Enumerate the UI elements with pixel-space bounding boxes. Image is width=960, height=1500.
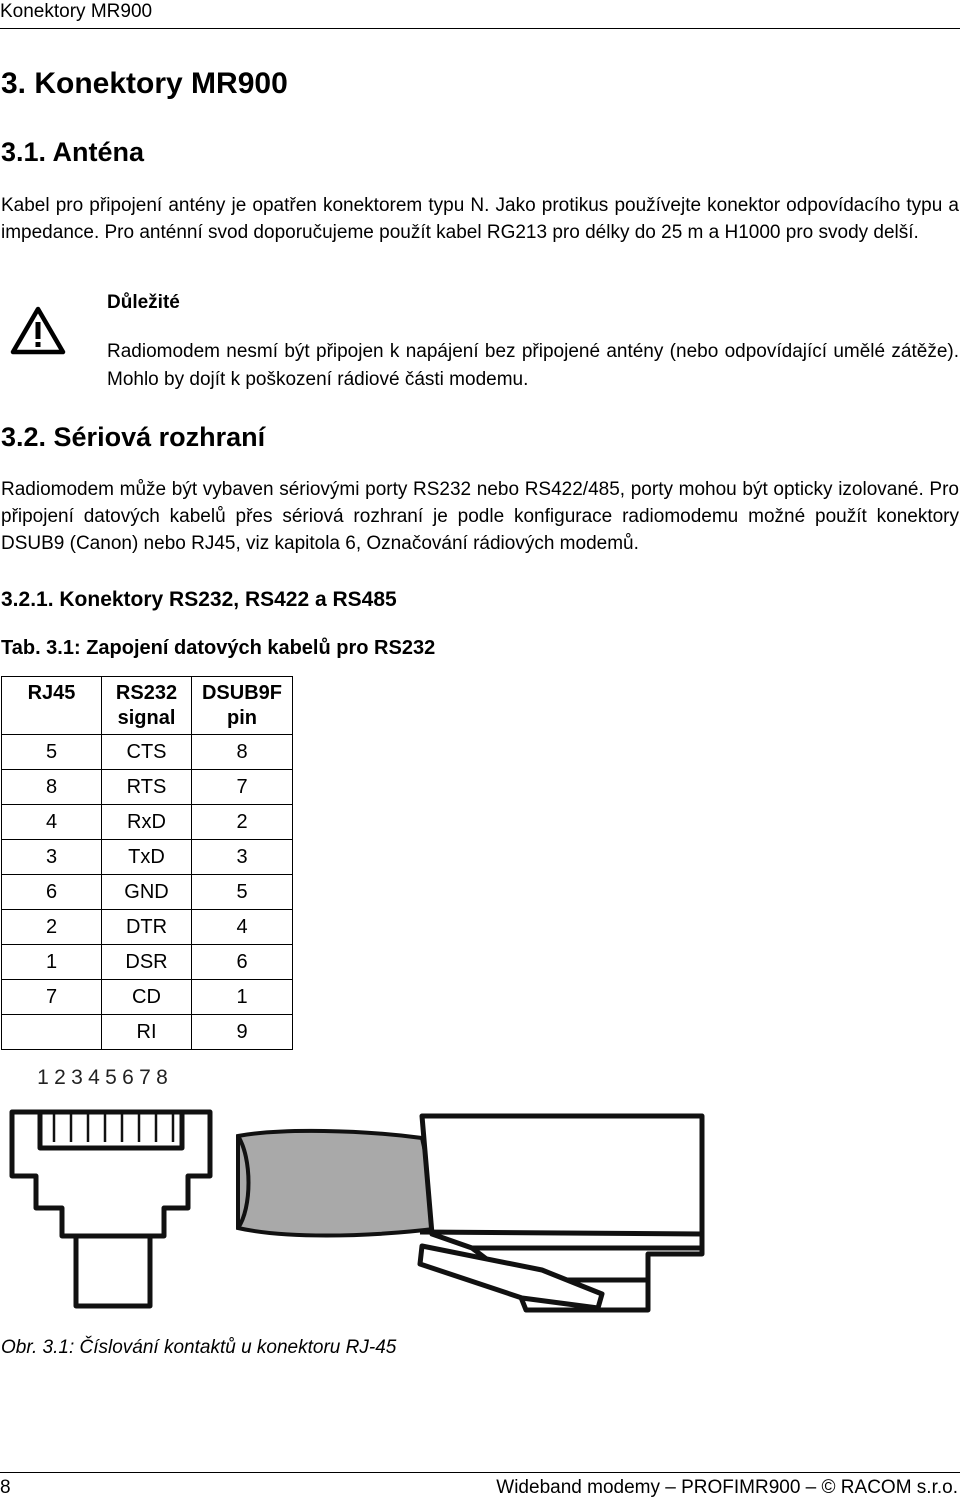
figure-caption: Obr. 3.1: Číslování kontaktů u konektoru RJ-45 [1,1337,397,1358]
table-row [2,910,293,945]
table-header-row [2,677,293,735]
pin-number-label: 8 [156,1066,168,1089]
table-row [2,770,293,805]
pin-number-label: 5 [105,1066,117,1089]
table-row [2,840,293,875]
signal-cell: RxD [102,805,192,840]
dsub-cell: 9 [192,1015,293,1050]
dsub-cell: 4 [192,910,293,945]
pin-number-label: 2 [54,1066,66,1089]
rj45-cell [2,1015,102,1050]
section-title-antenna: 3.1. Anténa [1,137,145,167]
rj45-cell: 7 [2,980,102,1015]
header-rj45: RJ45 [2,677,102,735]
rj45-cell: 8 [2,770,102,805]
header-dsub9f-pin: DSUB9F pin [192,677,293,735]
table-row [2,805,293,840]
dsub-cell: 6 [192,945,293,980]
rj45-cell: 3 [2,840,102,875]
dsub-cell: 5 [192,875,293,910]
rj45-connector-figure [2,1058,714,1328]
section-title-serial: 3.2. Sériová rozhraní [1,422,266,452]
dsub-cell: 7 [192,770,293,805]
pinout-table [1,676,293,1050]
signal-cell: DTR [102,910,192,945]
footer-rule [0,1472,960,1473]
signal-cell: RTS [102,770,192,805]
pin-number-label: 4 [88,1066,100,1089]
dsub-cell: 2 [192,805,293,840]
signal-cell: DSR [102,945,192,980]
signal-cell: TxD [102,840,192,875]
rj45-cell: 4 [2,805,102,840]
table-caption: Tab. 3.1: Zapojení datových kabelů pro RS232 [1,637,436,659]
page-number: 8 [0,1477,11,1498]
signal-cell: RI [102,1015,192,1050]
chapter-title: 3. Konektory MR900 [1,67,288,100]
dsub-cell: 1 [192,980,293,1015]
header-rule [0,28,960,29]
dsub-cell: 8 [192,735,293,770]
table-row [2,1015,293,1050]
pin-number-label: 1 [37,1066,49,1089]
pin-number-label: 6 [122,1066,134,1089]
signal-cell: GND [102,875,192,910]
subsection-title: 3.2.1. Konektory RS232, RS422 a RS485 [1,588,397,611]
dsub-cell: 3 [192,840,293,875]
rj45-cell: 5 [2,735,102,770]
table-row [2,735,293,770]
serial-paragraph: Radiomodem může být vybaven sériovými porty RS232 nebo RS422/485, porty mohou být opticky izolované. Pro připojení datových kabelů přes sériová rozhraní je podle konfigurace radiomodemu možné použít konektory DSUB9 (Canon) nebo RJ45, viz kapitola 6, Označování rádiových modemů. [1,479,959,554]
rj45-cell: 2 [2,910,102,945]
header-rs232-signal: RS232 signal [102,677,192,735]
table-row [2,945,293,980]
table-row [2,875,293,910]
table-row [2,980,293,1015]
antenna-paragraph: Kabel pro připojení antény je opatřen konektorem typu N. Jako protikus používejte konektor odpovídacího typu a impedance. Pro anténní svod doporučujeme použít kabel RG213 pro délky do 25 m a H1000 pro svody delší. [1,195,959,243]
notice-title: Důležité [107,292,180,313]
notice-text: Radiomodem nesmí být připojen k napájení bez připojené antény (nebo odpovídající umělé zátěže). Mohlo by dojít k poškození rádiové části modemu. [107,341,959,390]
signal-cell: CD [102,980,192,1015]
rj45-cell: 6 [2,875,102,910]
rj45-cell: 1 [2,945,102,980]
warning-triangle-icon [10,306,66,356]
signal-cell: CTS [102,735,192,770]
running-header: Konektory MR900 [0,1,153,22]
pin-number-label: 3 [71,1066,83,1089]
footer-title: Wideband modemy – PROFIMR900 – © RACOM s.r.o. [496,1477,958,1498]
pin-number-label: 7 [139,1066,151,1089]
